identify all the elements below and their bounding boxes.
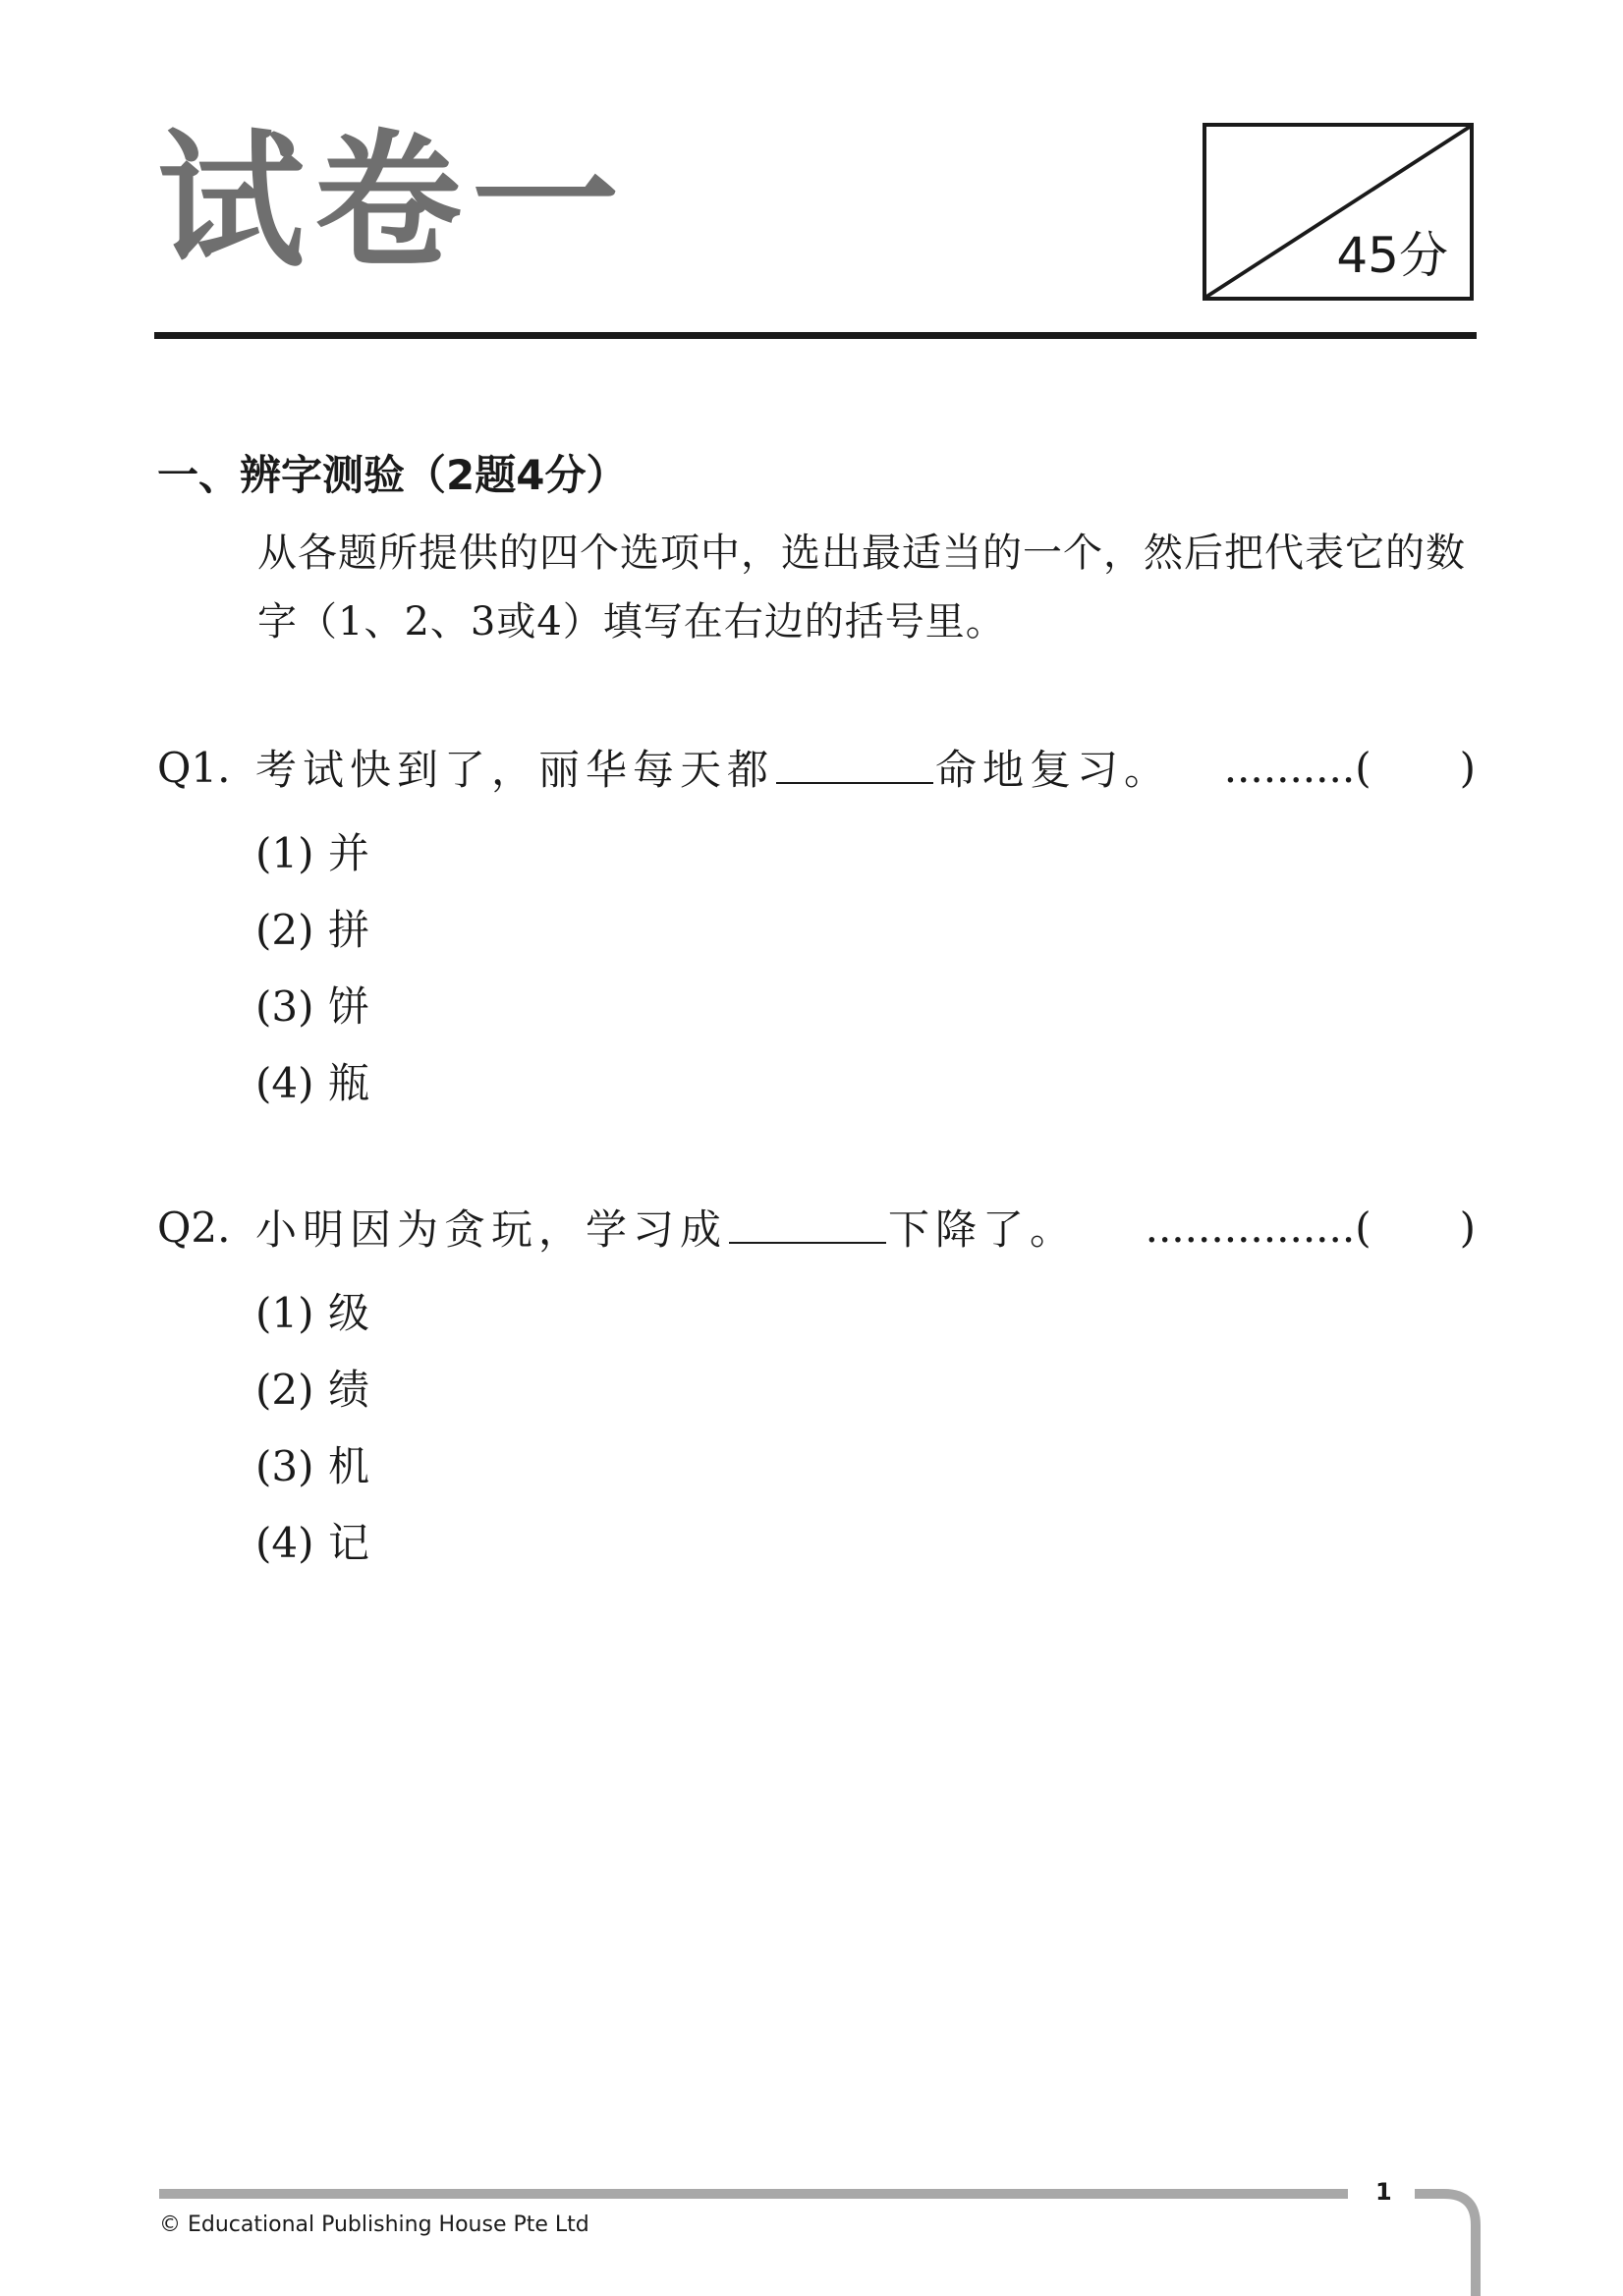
answer-bracket[interactable] [1146, 1199, 1476, 1258]
option-text: 饼 [328, 982, 370, 1031]
options-list [255, 1275, 369, 1582]
question-number: Q1. [157, 744, 231, 792]
leader-dots: ................ [1145, 1204, 1356, 1252]
option-number: (4) [255, 1059, 314, 1107]
options-list [255, 815, 369, 1122]
bracket-open: ( [1355, 1204, 1371, 1252]
option-text: 拼 [328, 906, 370, 954]
option-4 [255, 1505, 369, 1582]
section-instructions: 从各题所提供的四个选项中，选出最适当的一个，然后把代表它的数字（1、2、3或4）填写在右边的括号里。 [257, 531, 1466, 644]
question-1 [157, 739, 1476, 1107]
section-heading: 一、辨字测验（2题4分） [157, 451, 628, 499]
option-text: 并 [328, 829, 370, 877]
question-text [255, 739, 1171, 800]
option-2 [255, 892, 369, 969]
bracket-close: ) [1459, 744, 1476, 792]
question-text-after: 命地复习。 [935, 746, 1172, 794]
bracket-open: ( [1355, 744, 1371, 792]
option-text: 机 [328, 1442, 370, 1490]
question-text-before: 考试快到了，丽华每天都 [255, 746, 775, 794]
question-line [157, 739, 1476, 798]
question-2 [157, 1199, 1476, 1567]
option-1 [255, 1275, 369, 1352]
fill-in-blank[interactable] [729, 1199, 886, 1244]
answer-bracket[interactable] [1224, 739, 1476, 798]
leader-dots: .......... [1223, 744, 1356, 792]
option-4 [255, 1045, 369, 1122]
option-3 [255, 969, 369, 1045]
bracket-close: ) [1459, 1204, 1476, 1252]
question-text [255, 1199, 1077, 1260]
question-text-after: 下降了。 [888, 1205, 1078, 1254]
footer-bar [159, 2189, 1348, 2199]
total-score: 45分 [1336, 227, 1448, 284]
option-number: (3) [255, 982, 314, 1031]
question-text-before: 小明因为贪玩，学习成 [255, 1205, 728, 1254]
copyright-notice: © Educational Publishing House Pte Ltd [159, 2212, 589, 2237]
option-number: (1) [255, 829, 314, 877]
option-number: (2) [255, 906, 314, 954]
option-text: 记 [328, 1519, 370, 1567]
option-number: (2) [255, 1366, 314, 1414]
page-number: 1 [1375, 2178, 1392, 2206]
header-rule [154, 332, 1477, 339]
page-title: 试卷一 [157, 115, 630, 288]
page-corner-curve [1415, 2189, 1493, 2296]
option-1 [255, 815, 369, 892]
option-number: (1) [255, 1289, 314, 1337]
option-text: 瓶 [328, 1059, 370, 1107]
option-2 [255, 1352, 369, 1428]
fill-in-blank[interactable] [776, 739, 933, 784]
option-text: 绩 [328, 1366, 370, 1414]
score-box [1203, 123, 1474, 301]
option-text: 级 [328, 1289, 370, 1337]
question-line [157, 1199, 1476, 1258]
option-number: (4) [255, 1519, 314, 1567]
option-number: (3) [255, 1442, 314, 1490]
question-number: Q2. [157, 1204, 231, 1252]
option-3 [255, 1428, 369, 1505]
